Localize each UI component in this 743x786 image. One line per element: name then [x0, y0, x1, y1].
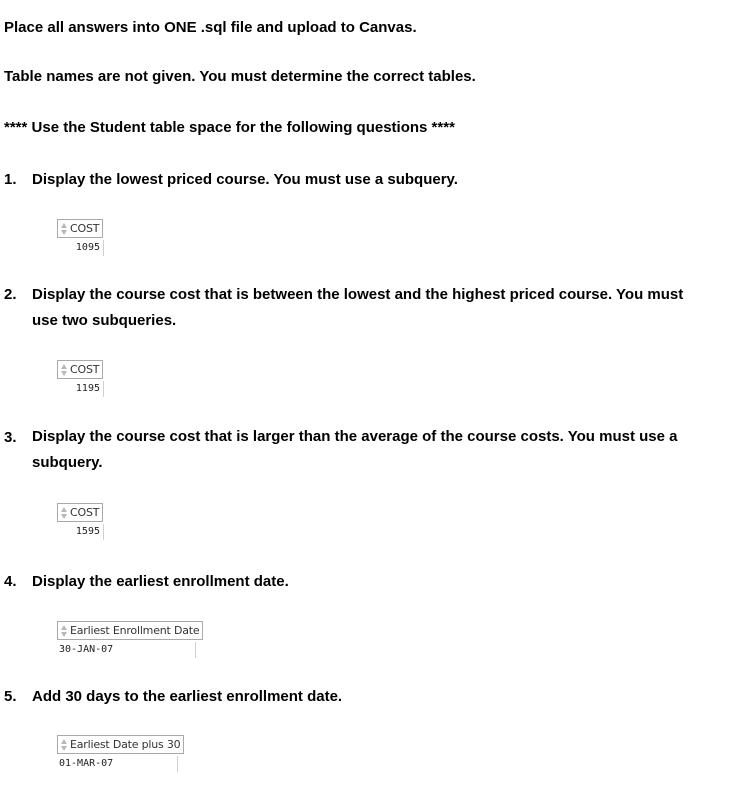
- column-name: COST: [70, 506, 100, 519]
- result-column-header[interactable]: [57, 219, 103, 238]
- result-cell: 01-MAR-07: [57, 756, 178, 772]
- result-column-header[interactable]: [57, 360, 103, 379]
- result-grid-2: [57, 360, 104, 397]
- question-1-number: 1.: [4, 171, 17, 188]
- result-column-header[interactable]: [57, 735, 184, 754]
- column-name: COST: [70, 222, 100, 235]
- sort-icon: [60, 507, 68, 519]
- question-1-text: Display the lowest priced course. You must use a subquery.: [32, 171, 458, 188]
- instruction-tablespace: **** Use the Student table space for the following questions ****: [4, 119, 455, 136]
- question-5-text: Add 30 days to the earliest enrollment date.: [32, 688, 343, 705]
- result-column-header[interactable]: [57, 621, 203, 640]
- result-cell: 1095: [57, 240, 104, 256]
- result-grid-1: [57, 219, 104, 256]
- result-grid-5: [57, 735, 184, 772]
- instruction-upload: Place all answers into ONE .sql file and upload to Canvas.: [4, 19, 417, 36]
- sort-icon: [60, 223, 68, 235]
- result-cell: 30-JAN-07: [57, 642, 196, 658]
- question-4-number: 4.: [4, 573, 17, 590]
- column-name: Earliest Enrollment Date: [70, 624, 200, 637]
- question-5-number: 5.: [4, 688, 17, 705]
- question-4-text: Display the earliest enrollment date.: [32, 573, 289, 590]
- result-grid-4: [57, 621, 203, 658]
- sort-icon: [60, 739, 68, 751]
- result-cell: 1195: [57, 381, 104, 397]
- result-cell: 1595: [57, 524, 104, 540]
- question-3-text: Display the course cost that is larger than the average of the course costs. You must use a subquery.: [32, 428, 678, 471]
- result-column-header[interactable]: [57, 503, 103, 522]
- question-2-text: Display the course cost that is between the lowest and the highest priced course. You must use two subqueries.: [32, 286, 684, 329]
- instruction-tables: Table names are not given. You must determine the correct tables.: [4, 68, 476, 85]
- sort-icon: [60, 364, 68, 376]
- result-grid-3: [57, 503, 104, 540]
- column-name: Earliest Date plus 30: [70, 738, 181, 751]
- question-3-number: 3.: [4, 429, 17, 446]
- question-2-number: 2.: [4, 286, 17, 303]
- sort-icon: [60, 625, 68, 637]
- column-name: COST: [70, 363, 100, 376]
